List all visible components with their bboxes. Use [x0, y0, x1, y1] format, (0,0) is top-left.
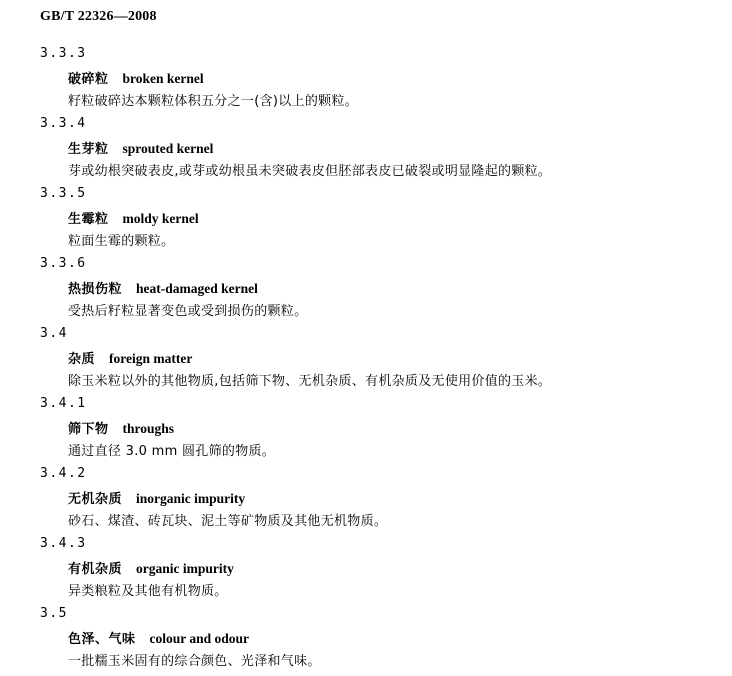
term-entry — [0, 606, 732, 676]
term-entry — [0, 536, 732, 606]
term-chinese: 有机杂质 — [68, 562, 123, 577]
term-definition: 芽或幼根突破表皮,或芽或幼根虽未突破表皮但胚部表皮已破裂或明显隆起的颗粒。 — [68, 164, 552, 179]
term-english: colour and odour — [149, 631, 250, 646]
page-header-standard-code: GB/T 22326—2008 — [40, 9, 157, 24]
term-heading — [68, 560, 234, 578]
term-entry — [0, 46, 732, 116]
term-entry — [0, 396, 732, 466]
term-chinese: 无机杂质 — [68, 492, 123, 507]
clause-number: 3.4.2 — [40, 466, 87, 481]
term-chinese: 破碎粒 — [68, 72, 109, 87]
term-chinese: 生霉粒 — [68, 212, 109, 227]
term-heading — [68, 630, 249, 648]
clause-number: 3.5 — [40, 606, 68, 621]
term-definition: 通过直径 3.0 mm 圆孔筛的物质。 — [68, 444, 276, 459]
term-heading — [68, 420, 174, 438]
term-english: moldy kernel — [122, 211, 199, 226]
term-definition: 一批糯玉米固有的综合颜色、光泽和气味。 — [68, 654, 321, 669]
term-entry — [0, 466, 732, 536]
term-definition: 砂石、煤渣、砖瓦块、泥土等矿物质及其他无机物质。 — [68, 514, 388, 529]
term-definition: 粒面生霉的颗粒。 — [68, 234, 175, 249]
term-definition: 除玉米粒以外的其他物质,包括筛下物、无机杂质、有机杂质及无使用价值的玉米。 — [68, 374, 552, 389]
term-english: organic impurity — [136, 561, 234, 576]
term-heading — [68, 210, 199, 228]
clause-number: 3.3.3 — [40, 46, 87, 61]
term-entry — [0, 256, 732, 326]
term-chinese: 生芽粒 — [68, 142, 109, 157]
term-heading — [68, 140, 213, 158]
term-entries — [0, 46, 732, 676]
term-chinese: 热损伤粒 — [68, 282, 123, 297]
term-definition: 受热后籽粒显著变色或受到损伤的颗粒。 — [68, 304, 308, 319]
term-entry — [0, 116, 732, 186]
term-definition: 异类粮粒及其他有机物质。 — [68, 584, 228, 599]
clause-number: 3.4 — [40, 326, 68, 341]
term-english: inorganic impurity — [136, 491, 246, 506]
clause-number: 3.3.4 — [40, 116, 87, 131]
term-english: sprouted kernel — [122, 141, 214, 156]
term-english: broken kernel — [122, 71, 204, 86]
clause-number: 3.4.1 — [40, 396, 87, 411]
term-definition: 籽粒破碎达本颗粒体积五分之一(含)以上的颗粒。 — [68, 94, 359, 109]
term-entry — [0, 186, 732, 256]
clause-number: 3.3.5 — [40, 186, 87, 201]
term-english: throughs — [122, 421, 175, 436]
term-heading — [68, 350, 192, 368]
term-heading — [68, 70, 204, 88]
term-chinese: 筛下物 — [68, 422, 109, 437]
term-english: heat-damaged kernel — [136, 281, 258, 296]
term-chinese: 杂质 — [68, 352, 96, 367]
term-chinese: 色泽、气味 — [68, 632, 136, 647]
clause-number: 3.3.6 — [40, 256, 87, 271]
term-heading — [68, 280, 258, 298]
term-entry — [0, 326, 732, 396]
term-english: foreign matter — [109, 351, 193, 366]
clause-number: 3.4.3 — [40, 536, 87, 551]
term-heading — [68, 490, 245, 508]
